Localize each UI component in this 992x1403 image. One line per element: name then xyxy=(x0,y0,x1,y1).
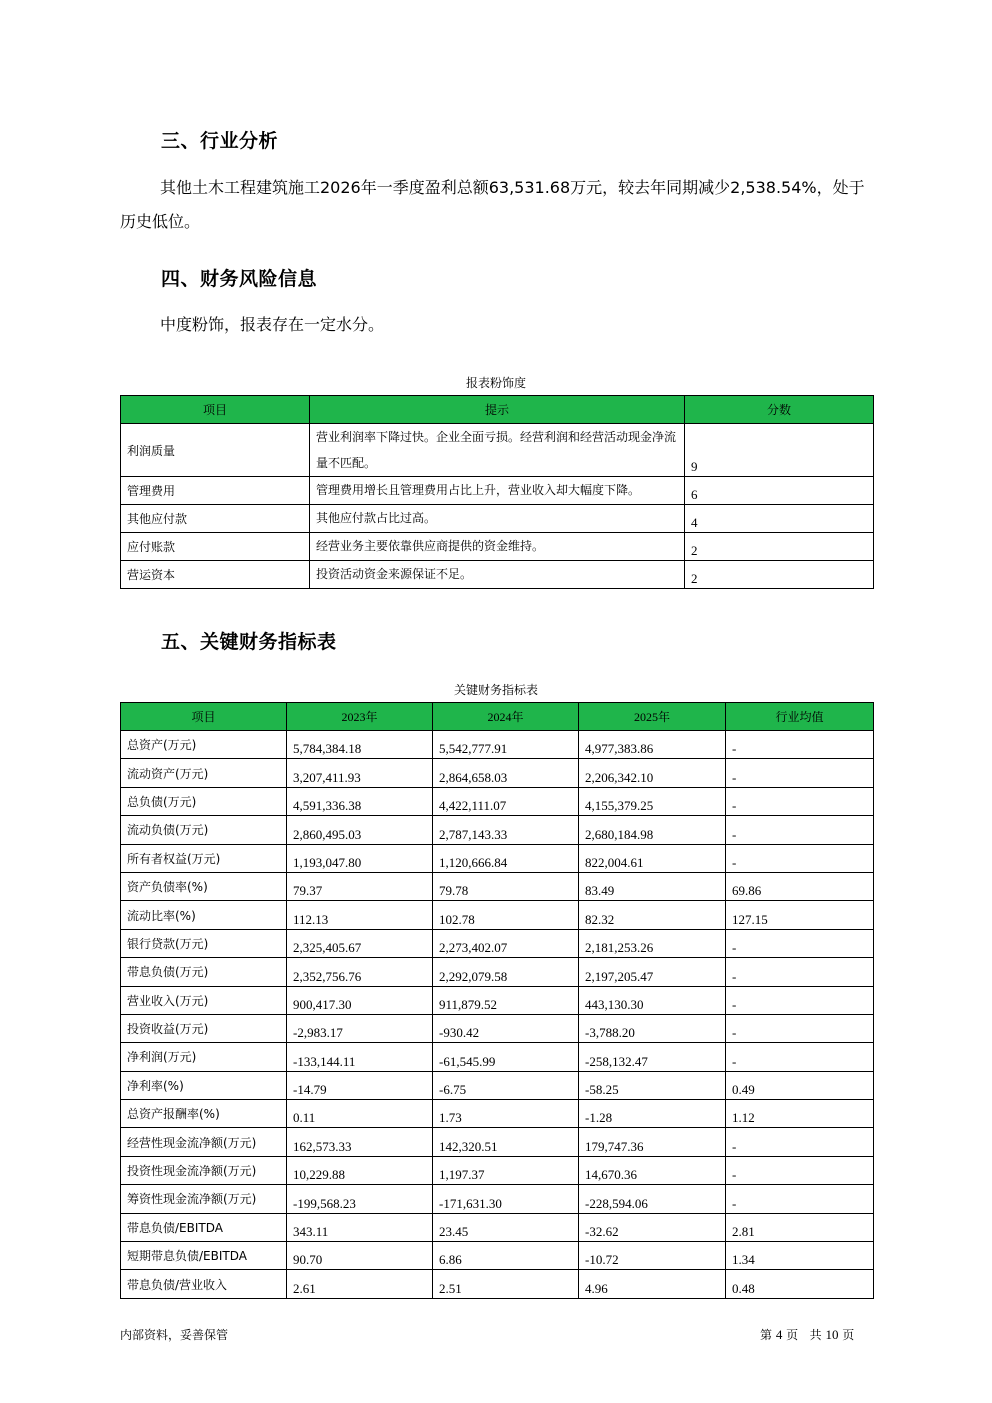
kpi-table-header-row xyxy=(121,703,874,731)
footer-page-mid: 页 共 xyxy=(786,1328,822,1342)
kpi-value-cell: - xyxy=(726,986,874,1014)
risk-table-row xyxy=(121,477,874,505)
risk-table-row xyxy=(121,424,874,477)
kpi-value-cell: 4,977,383.86 xyxy=(579,731,726,759)
kpi-value-cell: 2,787,143.33 xyxy=(433,816,579,844)
kpi-table-row xyxy=(121,1100,874,1128)
kpi-value-cell: -61,545.99 xyxy=(433,1043,579,1071)
kpi-value-cell: - xyxy=(726,731,874,759)
kpi-header-cell: 2025年 xyxy=(579,703,726,731)
kpi-table-row xyxy=(121,929,874,957)
kpi-value-cell: 2,325,405.67 xyxy=(287,929,433,957)
kpi-value-cell: 1,193,047.80 xyxy=(287,844,433,872)
kpi-value-cell: 1.34 xyxy=(726,1242,874,1270)
kpi-value-cell: -32.62 xyxy=(579,1213,726,1241)
kpi-value-cell: -171,631.30 xyxy=(433,1185,579,1213)
kpi-value-cell: 822,004.61 xyxy=(579,844,726,872)
kpi-header-cell: 2024年 xyxy=(433,703,579,731)
risk-table-row xyxy=(121,561,874,589)
risk-item-cell: 管理费用 xyxy=(121,477,310,505)
kpi-value-cell: 90.70 xyxy=(287,1242,433,1270)
risk-score-cell: 9 xyxy=(685,424,874,477)
kpi-value-cell: - xyxy=(726,787,874,815)
kpi-item-cell: 筹资性现金流净额(万元) xyxy=(121,1185,287,1213)
kpi-value-cell: 1.12 xyxy=(726,1100,874,1128)
kpi-value-cell: - xyxy=(726,759,874,787)
kpi-value-cell: -6.75 xyxy=(433,1071,579,1099)
kpi-item-cell: 短期带息负债/EBITDA xyxy=(121,1242,287,1270)
kpi-value-cell: 0.49 xyxy=(726,1071,874,1099)
kpi-value-cell: 23.45 xyxy=(433,1213,579,1241)
kpi-value-cell: -133,144.11 xyxy=(287,1043,433,1071)
kpi-value-cell: 443,130.30 xyxy=(579,986,726,1014)
kpi-value-cell: - xyxy=(726,1156,874,1184)
kpi-table-row xyxy=(121,731,874,759)
kpi-value-cell: - xyxy=(726,816,874,844)
kpi-table-row xyxy=(121,986,874,1014)
footer-page-prefix: 第 xyxy=(760,1328,773,1342)
kpi-value-cell: 4,591,336.38 xyxy=(287,787,433,815)
kpi-value-cell: 3,207,411.93 xyxy=(287,759,433,787)
kpi-value-cell: 6.86 xyxy=(433,1242,579,1270)
kpi-value-cell: 2,206,342.10 xyxy=(579,759,726,787)
footer-page-current: 4 xyxy=(775,1327,783,1342)
kpi-item-cell: 流动负债(万元) xyxy=(121,816,287,844)
risk-item-cell: 营运资本 xyxy=(121,561,310,589)
kpi-value-cell: 2.51 xyxy=(433,1270,579,1298)
kpi-value-cell: -1.28 xyxy=(579,1100,726,1128)
kpi-value-cell: 5,784,384.18 xyxy=(287,731,433,759)
risk-tip-cell: 营业利润率下降过快。企业全面亏损。经营利润和经营活动现金净流量不匹配。 xyxy=(310,424,685,477)
kpi-item-cell: 净利率(%) xyxy=(121,1071,287,1099)
kpi-item-cell: 营业收入(万元) xyxy=(121,986,287,1014)
kpi-value-cell: - xyxy=(726,844,874,872)
kpi-value-cell: 911,879.52 xyxy=(433,986,579,1014)
kpi-header-cell: 2023年 xyxy=(287,703,433,731)
kpi-value-cell: - xyxy=(726,1014,874,1042)
risk-table-row xyxy=(121,505,874,533)
risk-tip-cell: 管理费用增长且管理费用占比上升，营业收入却大幅度下降。 xyxy=(310,477,685,505)
kpi-value-cell: 112.13 xyxy=(287,901,433,929)
kpi-item-cell: 带息负债(万元) xyxy=(121,958,287,986)
kpi-table-row xyxy=(121,1071,874,1099)
footer-confidential: 内部资料，妥善保管 xyxy=(120,1328,229,1342)
kpi-value-cell: 2,860,495.03 xyxy=(287,816,433,844)
kpi-value-cell: 4.96 xyxy=(579,1270,726,1298)
risk-score-cell: 2 xyxy=(685,533,874,561)
kpi-value-cell: 14,670.36 xyxy=(579,1156,726,1184)
kpi-table-caption: 关键财务指标表 xyxy=(453,683,538,697)
kpi-value-cell: -2,983.17 xyxy=(287,1014,433,1042)
kpi-value-cell: 1,197.37 xyxy=(433,1156,579,1184)
risk-table-caption: 报表粉饰度 xyxy=(465,376,526,390)
industry-paragraph: 其他土木工程建筑施工2026年一季度盈利总额63,531.68万元，较去年同期减少2,538.54%，处于历史低位。 xyxy=(120,178,865,231)
kpi-value-cell: 179,747.36 xyxy=(579,1128,726,1156)
kpi-value-cell: - xyxy=(726,1185,874,1213)
kpi-value-cell: -3,788.20 xyxy=(579,1014,726,1042)
kpi-item-cell: 所有者权益(万元) xyxy=(121,844,287,872)
kpi-value-cell: 10,229.88 xyxy=(287,1156,433,1184)
risk-header-score: 分数 xyxy=(685,396,874,424)
kpi-value-cell: 142,320.51 xyxy=(433,1128,579,1156)
kpi-item-cell: 投资性现金流净额(万元) xyxy=(121,1156,287,1184)
kpi-header-cell: 行业均值 xyxy=(726,703,874,731)
kpi-item-cell: 带息负债/营业收入 xyxy=(121,1270,287,1298)
risk-tip-cell: 经营业务主要依靠供应商提供的资金维持。 xyxy=(310,533,685,561)
kpi-value-cell: - xyxy=(726,1043,874,1071)
kpi-value-cell: -258,132.47 xyxy=(579,1043,726,1071)
kpi-value-cell: 102.78 xyxy=(433,901,579,929)
kpi-value-cell: 1.73 xyxy=(433,1100,579,1128)
kpi-table-row xyxy=(121,1185,874,1213)
kpi-value-cell: 79.78 xyxy=(433,872,579,900)
kpi-value-cell: 4,422,111.07 xyxy=(433,787,579,815)
kpi-value-cell: -10.72 xyxy=(579,1242,726,1270)
kpi-value-cell: -228,594.06 xyxy=(579,1185,726,1213)
kpi-value-cell: 2,273,402.07 xyxy=(433,929,579,957)
kpi-table-row xyxy=(121,816,874,844)
kpi-value-cell: 5,542,777.91 xyxy=(433,731,579,759)
kpi-value-cell: - xyxy=(726,929,874,957)
section-heading-risk: 四、财务风险信息 xyxy=(161,268,318,290)
kpi-table-row xyxy=(121,759,874,787)
kpi-item-cell: 银行贷款(万元) xyxy=(121,929,287,957)
kpi-table-row xyxy=(121,844,874,872)
kpi-value-cell: 2.81 xyxy=(726,1213,874,1241)
risk-score-cell: 6 xyxy=(685,477,874,505)
kpi-table-row xyxy=(121,1043,874,1071)
kpi-item-cell: 总资产(万元) xyxy=(121,731,287,759)
kpi-table-row xyxy=(121,901,874,929)
kpi-item-cell: 经营性现金流净额(万元) xyxy=(121,1128,287,1156)
kpi-item-cell: 投资收益(万元) xyxy=(121,1014,287,1042)
kpi-value-cell: 127.15 xyxy=(726,901,874,929)
kpi-table-row xyxy=(121,958,874,986)
kpi-value-cell: 4,155,379.25 xyxy=(579,787,726,815)
risk-header-tip: 提示 xyxy=(310,396,685,424)
kpi-table-row xyxy=(121,1213,874,1241)
kpi-item-cell: 总负债(万元) xyxy=(121,787,287,815)
kpi-table-row xyxy=(121,1128,874,1156)
kpi-item-cell: 带息负债/EBITDA xyxy=(121,1213,287,1241)
kpi-value-cell: 2,680,184.98 xyxy=(579,816,726,844)
kpi-table xyxy=(120,702,874,1299)
kpi-table-row xyxy=(121,787,874,815)
risk-table xyxy=(120,395,874,589)
section-heading-kpi: 五、关键财务指标表 xyxy=(161,631,337,653)
kpi-table-row xyxy=(121,1014,874,1042)
kpi-value-cell: -930.42 xyxy=(433,1014,579,1042)
kpi-table-row xyxy=(121,1270,874,1298)
kpi-item-cell: 流动资产(万元) xyxy=(121,759,287,787)
kpi-header-cell: 项目 xyxy=(121,703,287,731)
risk-table-header-row xyxy=(121,396,874,424)
kpi-value-cell: 69.86 xyxy=(726,872,874,900)
kpi-item-cell: 流动比率(%) xyxy=(121,901,287,929)
kpi-value-cell: 900,417.30 xyxy=(287,986,433,1014)
kpi-item-cell: 净利润(万元) xyxy=(121,1043,287,1071)
kpi-value-cell: 2.61 xyxy=(287,1270,433,1298)
risk-score-cell: 2 xyxy=(685,561,874,589)
kpi-table-row xyxy=(121,1156,874,1184)
risk-header-item: 项目 xyxy=(121,396,310,424)
kpi-value-cell: 1,120,666.84 xyxy=(433,844,579,872)
kpi-value-cell: 83.49 xyxy=(579,872,726,900)
footer-page-suffix: 页 xyxy=(842,1328,855,1342)
risk-tip-cell: 其他应付款占比过高。 xyxy=(310,505,685,533)
risk-score-cell: 4 xyxy=(685,505,874,533)
kpi-item-cell: 资产负债率(%) xyxy=(121,872,287,900)
kpi-value-cell: 0.48 xyxy=(726,1270,874,1298)
kpi-value-cell: 2,197,205.47 xyxy=(579,958,726,986)
kpi-value-cell: - xyxy=(726,958,874,986)
risk-item-cell: 利润质量 xyxy=(121,424,310,477)
kpi-value-cell: - xyxy=(726,1128,874,1156)
risk-table-row xyxy=(121,533,874,561)
kpi-value-cell: 2,181,253.26 xyxy=(579,929,726,957)
kpi-value-cell: -58.25 xyxy=(579,1071,726,1099)
kpi-table-row xyxy=(121,1242,874,1270)
risk-item-cell: 应付账款 xyxy=(121,533,310,561)
kpi-value-cell: 162,573.33 xyxy=(287,1128,433,1156)
kpi-value-cell: 82.32 xyxy=(579,901,726,929)
kpi-value-cell: 343.11 xyxy=(287,1213,433,1241)
kpi-value-cell: 79.37 xyxy=(287,872,433,900)
kpi-value-cell: 2,352,756.76 xyxy=(287,958,433,986)
risk-item-cell: 其他应付款 xyxy=(121,505,310,533)
kpi-value-cell: 0.11 xyxy=(287,1100,433,1128)
kpi-value-cell: 2,864,658.03 xyxy=(433,759,579,787)
risk-paragraph: 中度粉饰，报表存在一定水分。 xyxy=(160,315,385,334)
kpi-value-cell: -14.79 xyxy=(287,1071,433,1099)
section-heading-industry: 三、行业分析 xyxy=(161,130,279,152)
risk-tip-cell: 投资活动资金来源保证不足。 xyxy=(310,561,685,589)
kpi-value-cell: -199,568.23 xyxy=(287,1185,433,1213)
footer-page-number xyxy=(760,1326,854,1343)
kpi-value-cell: 2,292,079.58 xyxy=(433,958,579,986)
kpi-item-cell: 总资产报酬率(%) xyxy=(121,1100,287,1128)
kpi-table-row xyxy=(121,872,874,900)
footer-page-total: 10 xyxy=(825,1327,839,1342)
